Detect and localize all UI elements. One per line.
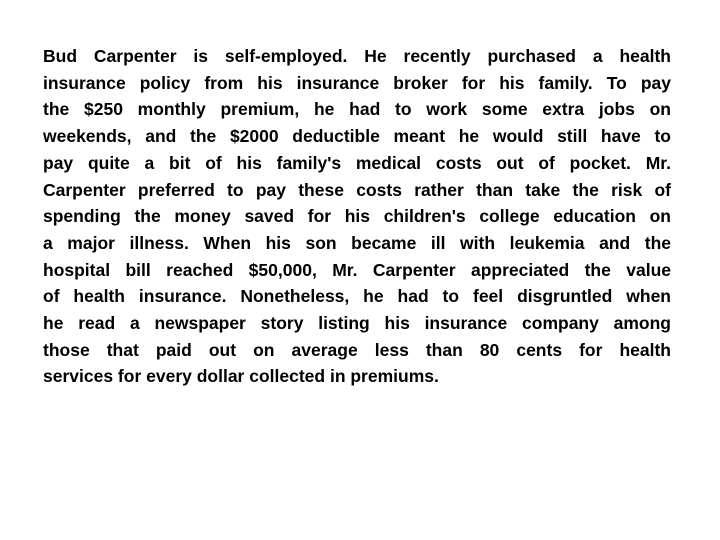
paragraph-line: those that paid out on average less than 80 cents for health <box>43 339 671 360</box>
paragraph-line: services for every dollar collected in premiums. <box>43 366 439 387</box>
paragraph-line: Carpenter preferred to pay these costs rather than take the risk of <box>43 179 671 200</box>
paragraph-line: pay quite a bit of his family's medical costs out of pocket. Mr. <box>43 152 671 173</box>
paragraph-line: Bud Carpenter is self-employed. He recently purchased a health <box>43 46 671 66</box>
case-study-paragraph <box>43 43 671 390</box>
paragraph-line: he read a newspaper story listing his insurance company among <box>43 313 671 334</box>
paragraph-line: hospital bill reached $50,000, Mr. Carpenter appreciated the value <box>43 259 671 280</box>
paragraph-line: insurance policy from his insurance broker for his family. To pay <box>43 72 671 93</box>
paragraph-line: weekends, and the $2000 deductible meant he would still have to <box>43 126 671 147</box>
paragraph-line: the $250 monthly premium, he had to work some extra jobs on <box>43 99 671 120</box>
paragraph-line: a major illness. When his son became ill with leukemia and the <box>43 232 671 253</box>
paragraph-line: of health insurance. Nonetheless, he had to feel disgruntled when <box>43 286 671 307</box>
paragraph-line: spending the money saved for his children's college education on <box>43 206 671 227</box>
